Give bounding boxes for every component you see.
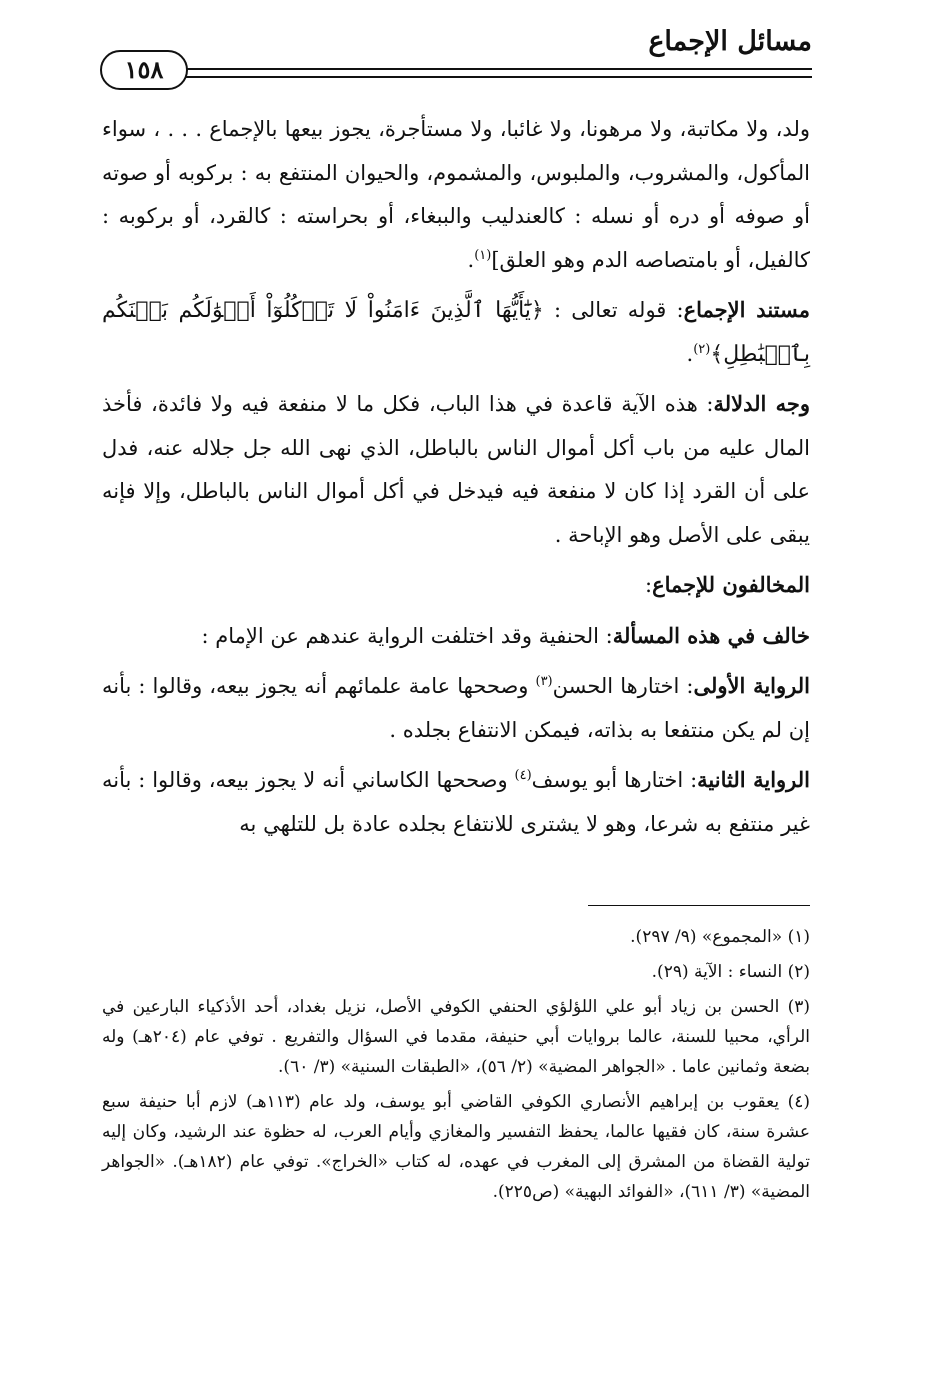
paragraph-text: ولد، ولا مكاتبة، ولا مرهونا، ولا غائبا، ولا مستأجرة، يجوز بيعها بالإجماع . . . ، سواء المأكول، والمشروب، والملبوس، والمشموم، والحيوان المنتفع به : بركوبه أو صوته أو صوفه أو دره أو نسله : كالعندليب والببغاء، أو بحراسته : كالقرد، أو بركوبه : كالفيل، أو بامتصاصه الدم وهو العلق]	[102, 117, 810, 272]
section-term: خالف في هذه المسألة	[612, 622, 810, 648]
paragraph-text: :	[645, 573, 653, 597]
footnote: (٢) النساء : الآية (٢٩).	[651, 962, 810, 982]
footnote-ref: (٣)	[535, 674, 553, 689]
quran-verse: ﴿يَٰٓأَيُّهَا ٱلَّذِينَ ءَامَنُواْ لَا تَأۡكُلُوٓاْ أَمۡوَٰلَكُم بَيۡنَكُم بِٱلۡبَٰطِلِ﴾	[102, 298, 810, 367]
paragraph	[102, 614, 810, 659]
section-heading: المخالفون للإجماع	[652, 572, 810, 597]
paragraph-tail: وصححها الكاساني أنه لا يجوز بيعه، وقالوا : بأنه غير منتفع به شرعا، وهو لا يشترى للانتفاع بجلده عادة بل للتلهي به	[102, 768, 810, 836]
main-text	[102, 108, 810, 846]
running-title: مسائل الإجماع	[648, 26, 812, 57]
paragraph	[102, 108, 810, 282]
paragraph	[102, 382, 810, 557]
paragraph	[102, 758, 810, 846]
section-term: وجه الدلالة	[713, 391, 810, 416]
paragraph-text: : اختارها الحسن	[552, 674, 694, 698]
paragraph-tail: .	[467, 247, 475, 272]
footnote: (٣) الحسن بن زياد أبو علي اللؤلؤي الحنفي الكوفي الأصل، نزيل بغداد، أحد الأذكياء البارعين في الرأي، محبيا للسنة، عالما بروايات أبي حنيفة، مقدما في السؤال والتفريع . توفي عام (٢٠٤هـ) وله بضعة وثمانين عاما . «الجواهر المضية» (٢/ ٥٦)، «الطبقات السنية» (٣/ ٦٠).	[102, 997, 810, 1077]
footnotes	[102, 922, 810, 1212]
paragraph-tail: .	[686, 341, 694, 366]
footnote: (١) «المجموع» (٩/ ٢٩٧).	[630, 927, 810, 947]
footnote-ref: (١)	[474, 247, 492, 263]
footnote-ref: (٢)	[693, 341, 711, 357]
footnote-ref: (٤)	[514, 768, 532, 783]
paragraph-text: : قوله تعالى :	[554, 298, 684, 322]
section-term: مستند الإجماع	[683, 297, 810, 322]
header-rule	[186, 76, 812, 78]
paragraph	[102, 288, 810, 376]
paragraph	[102, 563, 810, 608]
paragraph-tail: وصححها عامة علمائهم أنه يجوز بيعه، وقالوا : بأنه إن لم يكن منتفعا به بذاته، فيمكن الانتفاع بجلده .	[102, 674, 810, 742]
paragraph	[102, 664, 810, 752]
section-term: الرواية الأولى	[693, 673, 810, 698]
paragraph-text: : هذه الآية قاعدة في هذا الباب، فكل ما لا منفعة فيه ولا فائدة، فأخذ المال عليه من باب أكل أموال الناس بالباطل، الذي نهى الله جل جلاله عنه، فدل على أن القرد إذا كان لا منفعة فيه فيدخل في أكل أموال الناس بالباطل، وإلا فإنه يبقى على الأصل وهو الإباحة .	[102, 392, 810, 547]
footnote-separator	[588, 905, 810, 906]
section-term: الرواية الثانية	[697, 767, 810, 792]
paragraph-text: : الحنفية وقد اختلفت الرواية عندهم عن الإمام :	[201, 623, 613, 648]
paragraph-text: : اختارها أبو يوسف	[531, 768, 698, 792]
footnote: (٤) يعقوب بن إبراهيم الأنصاري الكوفي القاضي أبو يوسف، ولد عام (١١٣هـ) لازم أبا حنيفة سبع عشرة سنة، كان فقيها عالما، يحفظ التفسير والمغازي وأيام العرب، له حظوة عند الرشيد، وكان إليه تولية القضاة من المشرق إلى المغرب في عهده، له كتاب «الخراج». توفي عام (١٨٢هـ). «الجواهر المضية» (٣/ ٦١١)، «الفوائد البهية» (ص٢٢٥).	[102, 1092, 810, 1202]
page-header	[100, 20, 812, 90]
header-rule	[186, 68, 812, 70]
page-number: ١٥٨	[100, 50, 188, 90]
